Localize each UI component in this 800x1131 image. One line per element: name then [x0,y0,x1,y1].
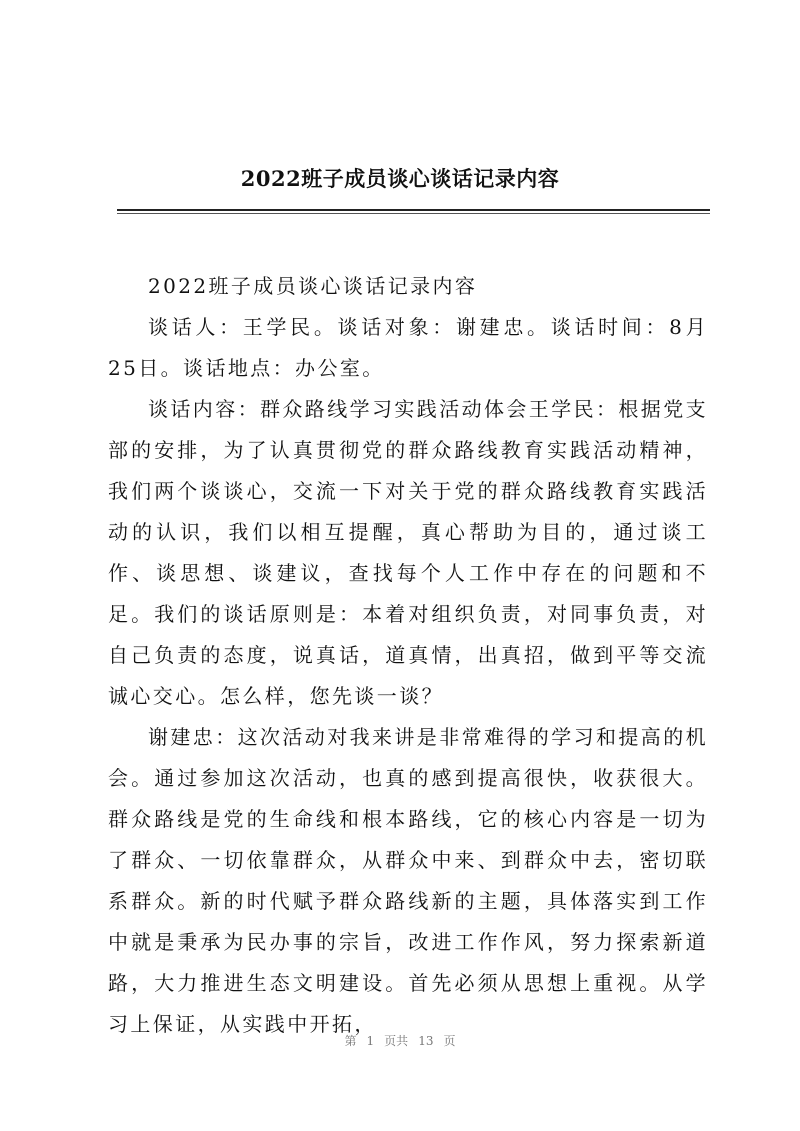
footer-ye: 页 [443,1034,456,1048]
footer-di: 第 [344,1034,357,1048]
page-number: 1 [366,1034,375,1048]
total-pages: 13 [418,1034,434,1048]
paragraph-meta: 谈话人：王学民。谈话对象：谢建忠。谈话时间：8月25日。谈话地点：办公室。 [108,315,708,380]
paragraph-heading: 2022班子成员谈心谈话记录内容 [148,274,478,298]
footer-ye-gong: 页共 [384,1034,409,1048]
title-divider-thin [117,213,710,214]
page-footer [0,1033,800,1049]
page-title: 2022班子成员谈心谈话记录内容 [240,166,560,191]
paragraph: 谢建忠：这次活动对我来讲是非常难得的学习和提高的机会。通过参加这次活动，也真的感到提高很快，收获很大。群众路线是党的生命线和根本路线，它的核心内容是一切为了群众、一切依靠群众，从群众中来、到群众中去，密切联系群众。新的时代赋予群众路线新的主题，具体落实到工作中就是秉承为民办事的宗旨，改进工作作风，努力探索新道路，大力推进生态文明建设。首先必须从思想上重视。从学习上保证，从实践中开拓， [108,725,708,1036]
document-body [108,266,708,1045]
paragraph: 谈话内容：群众路线学习实践活动体会王学民：根据党支部的安排，为了认真贯彻党的群众路线教育实践活动精神，我们两个谈谈心，交流一下对关于党的群众路线教育实践活动的认识，我们以相互提醒，真心帮助为目的，通过谈工作、谈思想、谈建议，查找每个人工作中存在的问题和不足。我们的谈话原则是：本着对组织负责，对同事负责，对自己负责的态度，说真话，道真情，出真招，做到平等交流诚心交心。怎么样，您先谈一谈？ [108,397,708,708]
title-divider [117,209,710,211]
